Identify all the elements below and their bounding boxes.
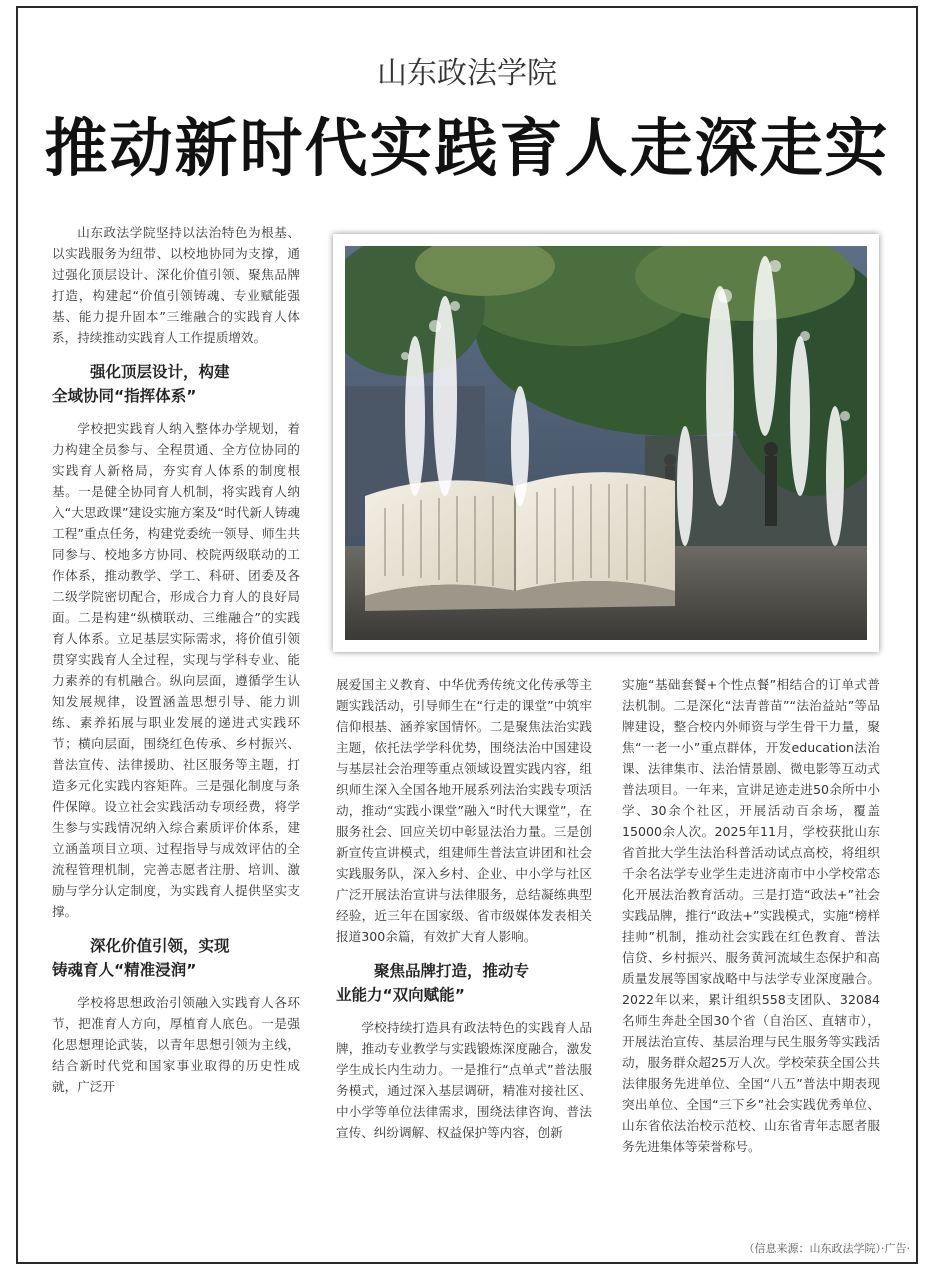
kicker-title: 山东政法学院 <box>377 56 557 91</box>
source-credit: （信息来源：山东政法学院）·广告· <box>743 1242 910 1255</box>
column2-paragraph-1: 展爱国主义教育、中华优秀传统文化传承等主题实践活动，引导师生在“行走的课堂”中筑牢信仰根基、涵养家国情怀。二是聚焦法治实践主题，依托法学学科优势，围绕法治中国建设与基层社会治理等重点领域设置实践内容，组织师生深入全国各地开展系列法治实践专项活动，推动“实践小课堂”融入“时代大课堂”，在服务社会、回应关切中彰显法治力量。三是创新宣传宣讲模式，组建师生普法宣讲团和社会实践服务队，深入乡村、企业、中小学与社区广泛开展法治宣讲与法律服务，总结凝练典型经验，近三年在国家级、省市级媒体发表相关报道300余篇，有效扩大育人影响。 <box>336 677 592 944</box>
headline: 推动新时代实践育人走深走实 <box>44 111 890 185</box>
section-heading-2-line2: 铸魂育人“精准浸润” <box>52 961 197 979</box>
section-heading-2 <box>52 934 300 982</box>
column3-paragraph-1: 实施“基础套餐+个性点餐”相结合的订单式普法机制。二是深化“法青普苗”“法治益站”等品牌建设，整合校内外师资与学生骨干力量，聚焦“一老一小”重点群体，开发education法治课、法律集市、法治情景剧、微电影等互动式普法项目。一年来，宣讲足迹走进50余所中小学、30余个社区，开展活动百余场，覆盖15000余人次。2025年11月，学校获批山东省首批大学生法治科普活动试点高校，将组织千余名法学专业学生走进济南市中小学校常态化开展法治教育活动。三是打造“政法+”社会实践品牌，推行“政法+”实践模式，实施“榜样挂帅”机制，推动社会实践在红色教育、普法信贷、乡村振兴、服务黄河流域生态保护和高质量发展等国家战略中与法学专业深度融合。2022年以来，累计组织558支团队、32084名师生奔赴全国30个省（自治区、直辖市），开展法治宣传、基层治理与民生服务等实践活动，服务群众超25万人次。学校荣获全国公共法律服务先进单位、全国“八五”普法中期表现突出单位、全国“三下乡”社会实践优秀单位、山东省依法治校示范校、山东省青年志愿者服务先进集体等荣誉称号。 <box>622 677 880 1154</box>
article-column-2 <box>336 674 592 1145</box>
section-heading-1 <box>52 360 300 408</box>
intro-paragraph: 山东政法学院坚持以法治特色为根基、以实践服务为纽带、以校地协同为支撑，通过强化顶层设计、深化价值引领、聚焦品牌打造，构建起“价值引领铸魂、专业赋能强基、能力提升固本”三维融合的实践育人体系，持续推动实践育人工作提质增效。 <box>52 225 300 345</box>
section-heading-3-line2: 业能力“双向赋能” <box>336 986 465 1004</box>
section1-paragraph: 学校把实践育人纳入整体办学规划，着力构建全员参与、全程贯通、全方位协同的实践育人新格局，夯实育人体系的制度根基。一是健全协同育人机制，将实践育人纳入“大思政课”建设实施方案及“时代新人铸魂工程”重点任务，构建党委统一领导、师生共同参与、校地多方协同、校院两级联动的工作体系，推动教学、学工、科研、团委及各二级学院密切配合，形成合力育人的良好局面。二是构建“纵横联动、三维融合”的实践育人体系。立足基层实际需求，将价值引领贯穿实践育人全过程，实现与学科专业、能力素养的有机融合。纵向层面，遵循学生认知发展规律，设置涵盖思想引导、能力训练、素养拓展与职业发展的递进式实践环节；横向层面，围绕红色传承、乡村振兴、普法宣传、法律援助、社区服务等主题，打造多元化实践内容矩阵。三是强化制度与条件保障。设立社会实践活动专项经费，将学生参与实践情况纳入综合素质评价体系，建立涵盖项目立项、过程指导与成效评估的全流程管理机制，完善志愿者注册、培训、激励与学分认定制度，为实践育人提供坚实支撑。 <box>52 421 300 919</box>
section-heading-3 <box>336 959 592 1007</box>
fountain-book-sculpture-image <box>345 246 867 640</box>
section-heading-2-line1: 深化价值引领，实现 <box>90 937 230 955</box>
section-heading-1-line1: 强化顶层设计，构建 <box>90 363 230 381</box>
article-column-3 <box>622 674 880 1159</box>
article-column-1 <box>52 222 300 1099</box>
section-heading-1-line2: 全域协同“指挥体系” <box>52 387 197 405</box>
section-heading-3-line1: 聚焦品牌打造，推动专 <box>374 962 530 980</box>
section3-paragraph: 学校持续打造具有政法特色的实践育人品牌，推动专业教学与实践锻炼深度融合，激发学生成长内生动力。一是推行“点单式”普法服务模式，通过深入基层调研，精准对接社区、中小学等单位法律需求，围绕法律咨询、普法宣传、纠纷调解、权益保护等内容，创新 <box>336 1020 592 1140</box>
campus-fountain-photo <box>333 234 879 652</box>
section2-paragraph: 学校将思想政治引领融入实践育人各环节，把准育人方向，厚植育人底色。一是强化思想理论武装，以青年思想引领为主线，结合新时代党和国家事业取得的历史性成就，广泛开 <box>52 995 300 1094</box>
